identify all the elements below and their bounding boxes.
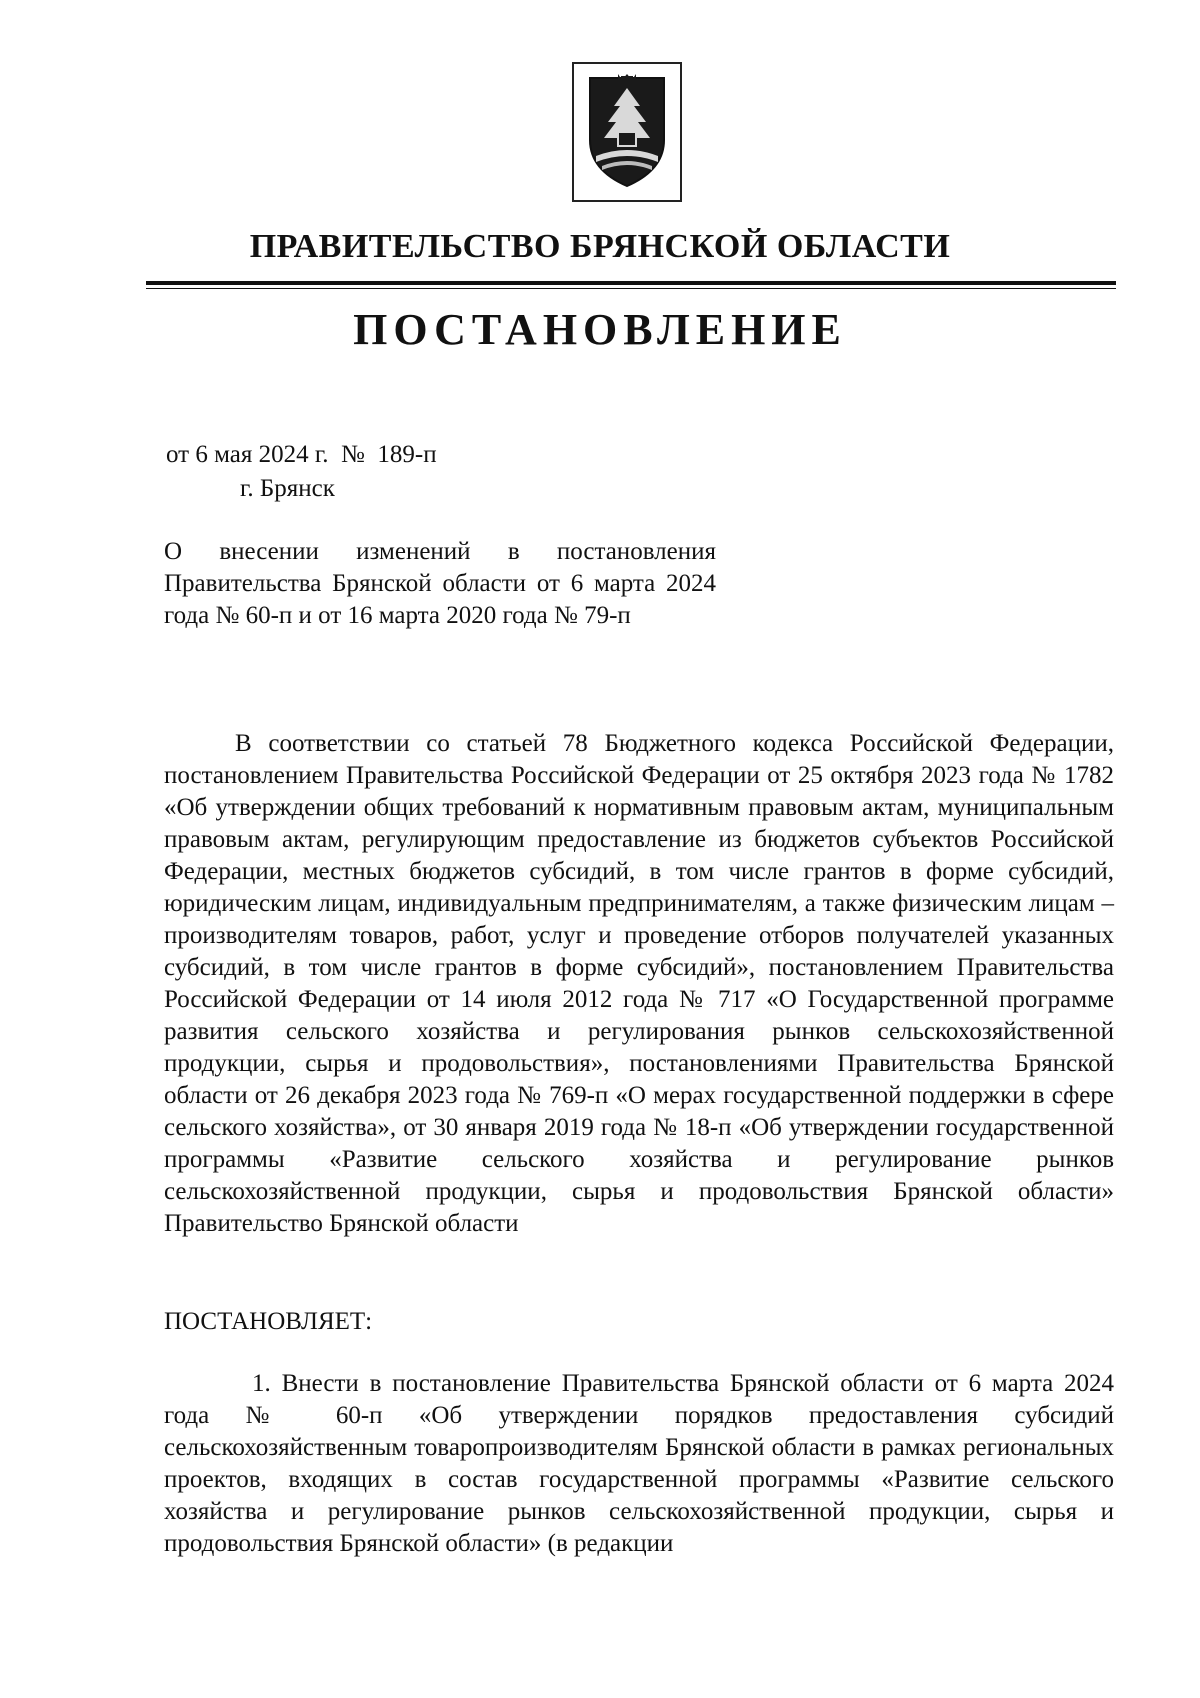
document-subject: О внесении изменений в постановления Правительства Брянской области от 6 марта 2024 года № 60-п и от 16 марта 2020 года № 79-п — [164, 538, 716, 629]
decree-word: ПОСТАНОВЛЯЕТ: — [164, 1308, 373, 1335]
header-divider-thick — [146, 281, 1116, 285]
date-number-line — [166, 441, 437, 469]
header-divider-thin — [146, 288, 1116, 289]
preamble-paragraph: В соответствии со статьей 78 Бюджетного кодекса Российской Федерации, постановлением Правительства Российской Федерации от 25 октября 2023 года № 1782 «Об утверждении общих требований к нормативным правовым актам, муниципальным правовым актам, регулирующим предоставление из бюджетов субъектов Российской Федерации, местных бюджетов субсидий, в том числе грантов в форме субсидий, юридическим лицам, индивидуальным предпринимателям, а также физическим лицам – производителям товаров, работ, услуг и проведение отборов получателей указанных субсидий, в том числе грантов в форме субсидий», постановлением Правительства Российской Федерации от 14 июля 2012 года № 717 «О Государственной программе развития сельского хозяйства и регулирования рынков сельскохозяйственной продукции, сырья и продовольствия», постановлениями Правительства Брянской области от 26 декабря 2023 года № 769-п «О мерах государственной поддержки в сфере сельского хозяйства», от 30 января 2019 года № 18-п «Об утверждении государственной программы «Развитие сельского хозяйства и регулирование рынков сельскохозяйственной продукции, сырья и продовольствия Брянской области» Правительство Брянской области — [164, 730, 1114, 1237]
coat-of-arms-icon — [572, 62, 682, 202]
document-date: 6 мая 2024 г. — [195, 441, 329, 468]
document-number: 189-п — [377, 441, 437, 468]
number-sign: № — [341, 441, 365, 468]
organization-name: ПРАВИТЕЛЬСТВО БРЯНСКОЙ ОБЛАСТИ — [249, 228, 951, 265]
date-prefix: от — [166, 441, 190, 468]
clause-1-paragraph: 1. Внести в постановление Правительства Брянской области от 6 марта 2024 года № 60-п «Об утверждении порядков предоставления субсидий сельскохозяйственным товаропроизводителям Брянской области в рамках региональных проектов, входящих в состав государственной программы «Развитие сельского хозяйства и регулирование рынков сельскохозяйственной продукции, сырья и продовольствия Брянской области» (в редакции — [164, 1370, 1114, 1557]
city-name: г. Брянск — [240, 475, 335, 502]
document-type-title: ПОСТАНОВЛЕНИЕ — [353, 305, 847, 354]
